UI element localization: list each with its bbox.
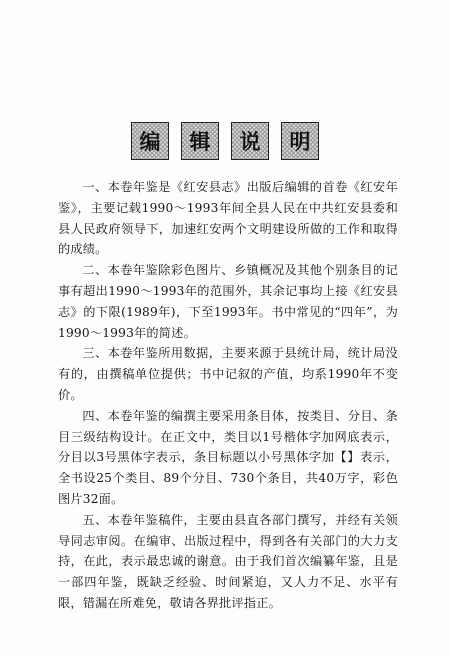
title-char-box: [231, 122, 269, 160]
paragraph-3: 三、本卷年鉴所用数据，主要来源于县统计局，统计局没有的，由撰稿单位提供；书中记叙的产值，均系1990年不变价。: [58, 346, 398, 402]
title-char-box: [181, 122, 219, 160]
paragraph-4: 四、本卷年鉴的编撰主要采用条目体，按类目、分目、条目三级结构设计。在正文中，类目以1号楷体字加网底表示，分目以3号黑体字表示，条目标题以小号黑体字加【】表示，全书设25个类目、89个分目、730个条目，共40万字，彩色图片32面。: [58, 408, 398, 506]
title-char-box: [131, 122, 169, 160]
title-char: 说: [239, 128, 261, 154]
paragraph-5: 五、本卷年鉴稿件，主要由县直各部门撰写，并经有关领导同志审阅。在编审、出版过程中，得到各有关部门的大力支持，在此，表示最忠诚的谢意。由于我们首次编纂年鉴，且是一部四年鉴，既缺乏经验、时间紧迫，又人力不足、水平有限，错漏在所难免，敬请各界批评指正。: [58, 512, 398, 610]
title-char: 辑: [189, 128, 211, 154]
page-title: [0, 122, 450, 164]
title-char: 明: [289, 128, 311, 154]
title-char: 编: [139, 128, 161, 154]
title-char-box: [281, 122, 319, 160]
paragraph-2: 二、本卷年鉴除彩色图片、乡镇概况及其他个别条目的记事有超出1990～1993年的范围外，其余记事均上接《红安县志》的下限(1989年)，下至1993年。书中常见的“四年”，为1990～1993年的简述。: [58, 263, 398, 340]
body-text: [58, 177, 398, 614]
paragraph-1: 一、本卷年鉴是《红安县志》出版后编辑的首卷《红安年鉴》，主要记载1990～1993年间全县人民在中共红安县委和县人民政府领导下，加速红安两个文明建设所做的工作和取得的成绩。: [58, 180, 398, 257]
